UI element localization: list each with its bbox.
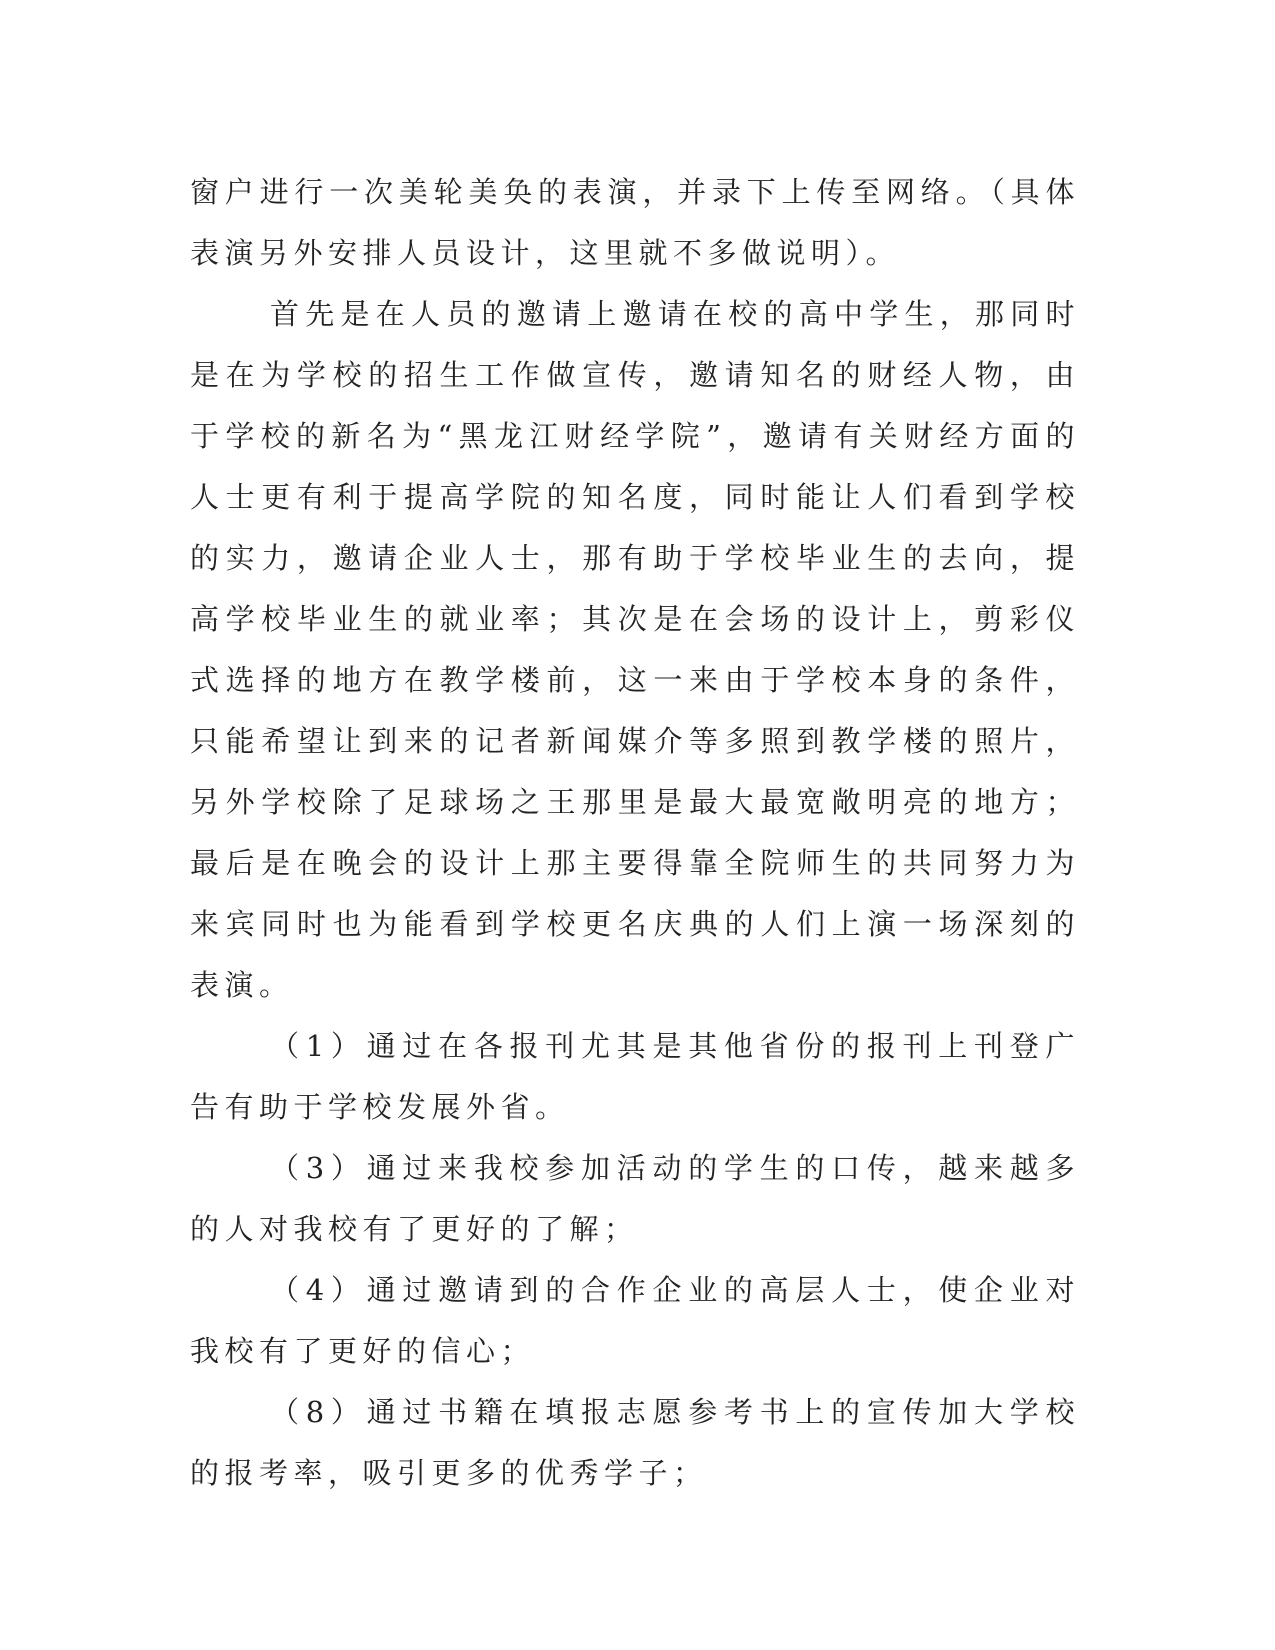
paragraph-item-4: （4）通过邀请到的合作企业的高层人士，使企业对我校有了更好的信心； bbox=[190, 1273, 1080, 1368]
paragraph-invitation-and-venue: 首先是在人员的邀请上邀请在校的高中学生，那同时是在为学校的招生工作做宣传，邀请知名的财经人物，由于学校的新名为“黑龙江财经学院”，邀请有关财经方面的人士更有利于提高学院的知名度，同时能让人们看到学校的实力，邀请企业人士，那有助于学校毕业生的去向，提高学校毕业生的就业率；其次是在会场的设计上，剪彩仪式选择的地方在教学楼前，这一来由于学校本身的条件，只能希望让到来的记者新闻媒介等多照到教学楼的照片，另外学校除了足球场之王那里是最大最宽敞明亮的地方；最后是在晚会的设计上那主要得靠全院师生的共同努力为来宾同时也为能看到学校更名庆典的人们上演一场深刻的表演。 bbox=[190, 297, 1080, 1002]
paragraph-performance-note: 窗户进行一次美轮美奂的表演，并录下上传至网络。（具体表演另外安排人员设计，这里就不多做说明）。 bbox=[190, 175, 1080, 270]
paragraph-item-1: （1）通过在各报刊尤其是其他省份的报刊上刊登广告有助于学校发展外省。 bbox=[190, 1029, 1080, 1124]
document-body bbox=[190, 162, 1080, 1504]
paragraph-item-3: （3）通过来我校参加活动的学生的口传，越来越多的人对我校有了更好的了解； bbox=[190, 1151, 1080, 1246]
paragraph-item-8: （8）通过书籍在填报志愿参考书上的宣传加大学校的报考率，吸引更多的优秀学子； bbox=[190, 1395, 1080, 1490]
